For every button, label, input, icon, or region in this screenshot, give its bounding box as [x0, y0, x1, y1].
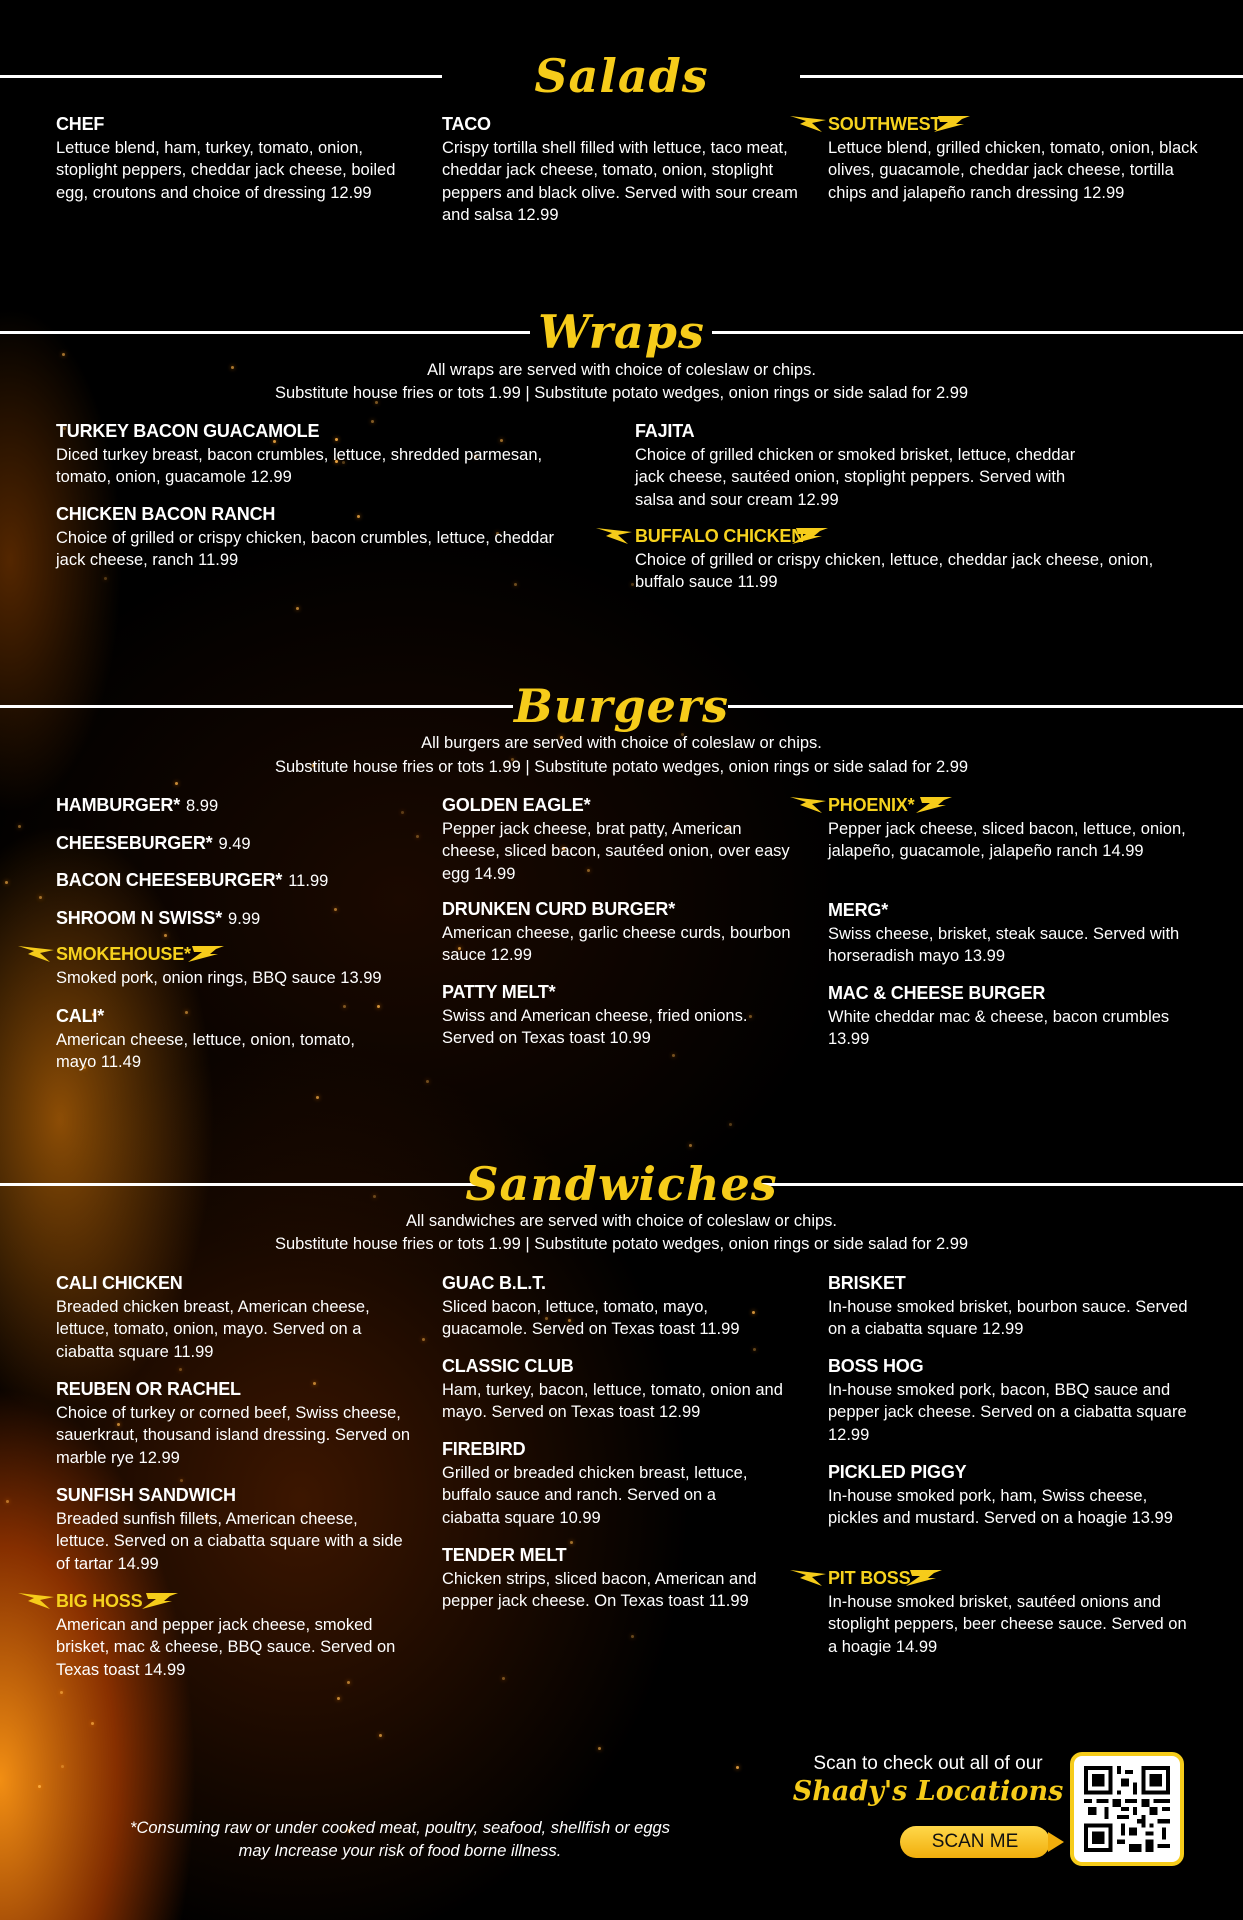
item-name: PICKLED PIGGY: [828, 1462, 967, 1482]
burgers-note: All burgers are served with choice of coleslaw or chips.: [421, 734, 822, 752]
item-desc: White cheddar mac & cheese, bacon crumbles 13.99: [828, 1007, 1170, 1048]
item-name: PIT BOSS: [828, 1568, 911, 1588]
item-desc: Breaded chicken breast, American cheese, lettuce, tomato, onion, mayo. Served on a ciabatta square 11.99: [56, 1297, 370, 1361]
item-name: MAC & CHEESE BURGER: [828, 983, 1046, 1003]
section-title: Sandwiches: [465, 1157, 778, 1211]
item-name: SUNFISH SANDWICH: [56, 1485, 236, 1505]
menu-item: [828, 1461, 1188, 1530]
item-name: BUFFALO CHICKEN: [635, 526, 804, 546]
item-desc: Pepper jack cheese, brat patty, American cheese, sliced bacon, sautéed onion, over easy egg 14.99: [442, 819, 790, 883]
section-title: Burgers: [513, 679, 730, 733]
menu-item: [828, 982, 1198, 1051]
item-desc: Smoked pork, onion rings, BBQ sauce 13.99: [56, 968, 382, 987]
menu-item: [56, 113, 406, 204]
menu-item-featured: [56, 1590, 421, 1681]
item-price: 11.99: [288, 872, 329, 890]
item-name: SMOKEHOUSE*: [56, 944, 191, 964]
scan-me-button[interactable]: SCAN ME: [900, 1826, 1050, 1858]
featured-bolt-icon: [188, 946, 224, 962]
qr-code-icon: [1084, 1766, 1170, 1852]
item-name: MERG*: [828, 900, 889, 920]
featured-bolt-icon: [18, 1593, 54, 1609]
item-desc: Ham, turkey, bacon, lettuce, tomato, onion and mayo. Served on Texas toast 12.99: [442, 1380, 783, 1421]
menu-item: [828, 899, 1198, 968]
featured-bolt-icon: [790, 797, 826, 813]
item-desc: Choice of turkey or corned beef, Swiss cheese, sauerkraut, thousand island dressing. Served on marble rye 12.99: [56, 1403, 411, 1467]
item-desc: Choice of grilled or crispy chicken, bacon crumbles, lettuce, cheddar jack cheese, ranch 11.99: [56, 528, 554, 569]
item-name: BRISKET: [828, 1273, 906, 1293]
item-desc: Chicken strips, sliced bacon, American and pepper jack cheese. On Texas toast 11.99: [442, 1569, 757, 1610]
item-name: CHICKEN BACON RANCH: [56, 504, 276, 524]
featured-bolt-icon: [792, 528, 828, 544]
menu-item: [56, 1378, 426, 1469]
featured-bolt-icon: [142, 1593, 178, 1609]
featured-bolt-icon: [790, 116, 826, 132]
wraps-header: [0, 302, 1243, 362]
item-desc: Swiss cheese, brisket, steak sauce. Served with horseradish mayo 13.99: [828, 924, 1180, 965]
menu-item: [442, 981, 792, 1050]
item-name: SOUTHWEST: [828, 114, 942, 134]
section-title: Wraps: [538, 305, 705, 359]
item-name: TACO: [442, 114, 491, 134]
menu-item: [635, 420, 1105, 511]
menu-item: [828, 1355, 1198, 1446]
menu-item: [442, 898, 792, 967]
featured-bolt-icon: [906, 1570, 942, 1586]
item-name: CHEF: [56, 114, 105, 134]
menu-item: [56, 1484, 411, 1575]
menu-item: [56, 907, 416, 931]
scan-prompt: Scan to check out all of our: [813, 1753, 1043, 1774]
item-name: PATTY MELT*: [442, 982, 556, 1002]
menu-item: [56, 1272, 421, 1363]
menu-item: [442, 113, 808, 227]
item-desc: American and pepper jack cheese, smoked brisket, mac & cheese, BBQ sauce. Served on Texas toast 14.99: [56, 1615, 396, 1679]
item-name: CALI*: [56, 1006, 104, 1026]
item-desc: In-house smoked pork, ham, Swiss cheese, pickles and mustard. Served on a hoagie 13.99: [828, 1486, 1173, 1527]
item-desc: Pepper jack cheese, sliced bacon, lettuce, onion, jalapeño, guacamole, jalapeño ranch 14.99: [828, 819, 1186, 860]
qr-code[interactable]: [1070, 1752, 1184, 1866]
featured-bolt-icon: [934, 116, 970, 132]
wraps-note: All wraps are served with choice of coleslaw or chips.: [427, 361, 816, 379]
item-name: PHOENIX*: [828, 795, 915, 815]
menu-item-featured: [828, 1567, 1188, 1658]
item-desc: Crispy tortilla shell filled with lettuce, taco meat, cheddar jack cheese, tomato, onion, stoplight peppers and black olive. Served with sour cream and salsa 12.99: [442, 138, 798, 224]
item-desc: Diced turkey breast, bacon crumbles, lettuce, shredded parmesan, tomato, onion, guacamole 12.99: [56, 445, 543, 486]
locations-title: Shady's Locations: [792, 1776, 1064, 1807]
item-name: BIG HOSS: [56, 1591, 143, 1611]
menu-item: [56, 832, 416, 856]
section-title: Salads: [534, 49, 709, 103]
item-desc: Sliced bacon, lettuce, tomato, mayo, guacamole. Served on Texas toast 11.99: [442, 1297, 740, 1338]
sandwiches-substitute-note: Substitute house fries or tots 1.99 | Substitute potato wedges, onion rings or side salad for 2.99: [274, 1235, 969, 1253]
item-name: TURKEY BACON GUACAMOLE: [56, 421, 320, 441]
item-name: BACON CHEESEBURGER*: [56, 870, 283, 890]
item-desc: Swiss and American cheese, fried onions. Served on Texas toast 10.99: [442, 1006, 748, 1047]
item-name: GUAC B.L.T.: [442, 1273, 546, 1293]
item-price: 9.49: [218, 835, 251, 853]
burgers-substitute-note: Substitute house fries or tots 1.99 | Substitute potato wedges, onion rings or side salad for 2.99: [274, 758, 969, 776]
sandwiches-note: All sandwiches are served with choice of coleslaw or chips.: [405, 1212, 838, 1230]
salads-header: [0, 46, 1243, 106]
menu-item: [442, 1272, 792, 1341]
item-price: 9.99: [228, 910, 261, 928]
item-desc: Lettuce blend, grilled chicken, tomato, onion, black olives, guacamole, cheddar jack cheese, tortilla chips and jalapeño ranch dressing 12.99: [828, 138, 1198, 202]
item-name: CALI CHICKEN: [56, 1273, 183, 1293]
item-name: SHROOM N SWISS*: [56, 908, 223, 928]
item-name: BOSS HOG: [828, 1356, 924, 1376]
menu-item-featured: [828, 113, 1198, 204]
sandwiches-header: [0, 1154, 1243, 1214]
item-name: REUBEN OR RACHEL: [56, 1379, 241, 1399]
menu-item: [442, 1355, 792, 1424]
item-name: DRUNKEN CURD BURGER*: [442, 899, 676, 919]
item-desc: Grilled or breaded chicken breast, lettuce, buffalo sauce and ranch. Served on a ciabatta square 10.99: [442, 1463, 748, 1527]
food-safety-disclaimer: *Consuming raw or under cooked meat, poultry, seafood, shellfish or eggs: [130, 1819, 670, 1837]
item-desc: American cheese, garlic cheese curds, bourbon sauce 12.99: [442, 923, 791, 964]
menu-item: [56, 794, 416, 818]
menu-item: [56, 503, 556, 572]
menu-item-featured: [56, 943, 426, 989]
menu-item: [56, 1005, 396, 1074]
featured-bolt-icon: [18, 946, 54, 962]
menu-item: [442, 1544, 792, 1613]
featured-bolt-icon: [596, 528, 632, 544]
food-safety-disclaimer-line2: may Increase your risk of food borne illness.: [238, 1842, 562, 1860]
item-desc: American cheese, lettuce, onion, tomato, mayo 11.49: [56, 1030, 355, 1071]
item-name: FIREBIRD: [442, 1439, 526, 1459]
item-price: 8.99: [186, 797, 219, 815]
menu-item: [56, 869, 416, 893]
item-desc: Breaded sunfish fillets, American cheese, lettuce. Served on a ciabatta square with a side of tartar 14.99: [56, 1509, 403, 1573]
item-desc: Choice of grilled or crispy chicken, lettuce, cheddar jack cheese, onion, buffalo sauce 11.99: [635, 550, 1154, 591]
menu-item-featured: [828, 794, 1198, 863]
menu-item-featured: [635, 525, 1155, 594]
item-name: TENDER MELT: [442, 1545, 567, 1565]
item-desc: In-house smoked brisket, bourbon sauce. Served on a ciabatta square 12.99: [828, 1297, 1188, 1338]
menu-item: [56, 420, 596, 489]
menu-item: [442, 794, 792, 885]
item-name: CHEESEBURGER*: [56, 833, 213, 853]
featured-bolt-icon: [916, 797, 952, 813]
menu-item: [442, 1438, 772, 1529]
item-desc: Choice of grilled chicken or smoked brisket, lettuce, cheddar jack cheese, sautéed onion, stoplight peppers. Served with salsa and sour cream 12.99: [635, 445, 1076, 509]
item-name: CLASSIC CLUB: [442, 1356, 574, 1376]
item-name: FAJITA: [635, 421, 695, 441]
menu-item: [828, 1272, 1188, 1341]
item-name: GOLDEN EAGLE*: [442, 795, 591, 815]
item-name: HAMBURGER*: [56, 795, 181, 815]
burgers-header: [0, 676, 1243, 736]
featured-bolt-icon: [790, 1570, 826, 1586]
item-desc: Lettuce blend, ham, turkey, tomato, onion, stoplight peppers, cheddar jack cheese, boiled egg, croutons and choice of dressing 12.99: [56, 138, 396, 202]
wraps-substitute-note: Substitute house fries or tots 1.99 | Substitute potato wedges, onion rings or side salad for 2.99: [274, 384, 969, 402]
item-desc: In-house smoked pork, bacon, BBQ sauce and pepper jack cheese. Served on a ciabatta square 12.99: [828, 1380, 1187, 1444]
item-desc: In-house smoked brisket, sautéed onions and stoplight peppers, beer cheese sauce. Served on a hoagie 14.99: [828, 1592, 1187, 1656]
